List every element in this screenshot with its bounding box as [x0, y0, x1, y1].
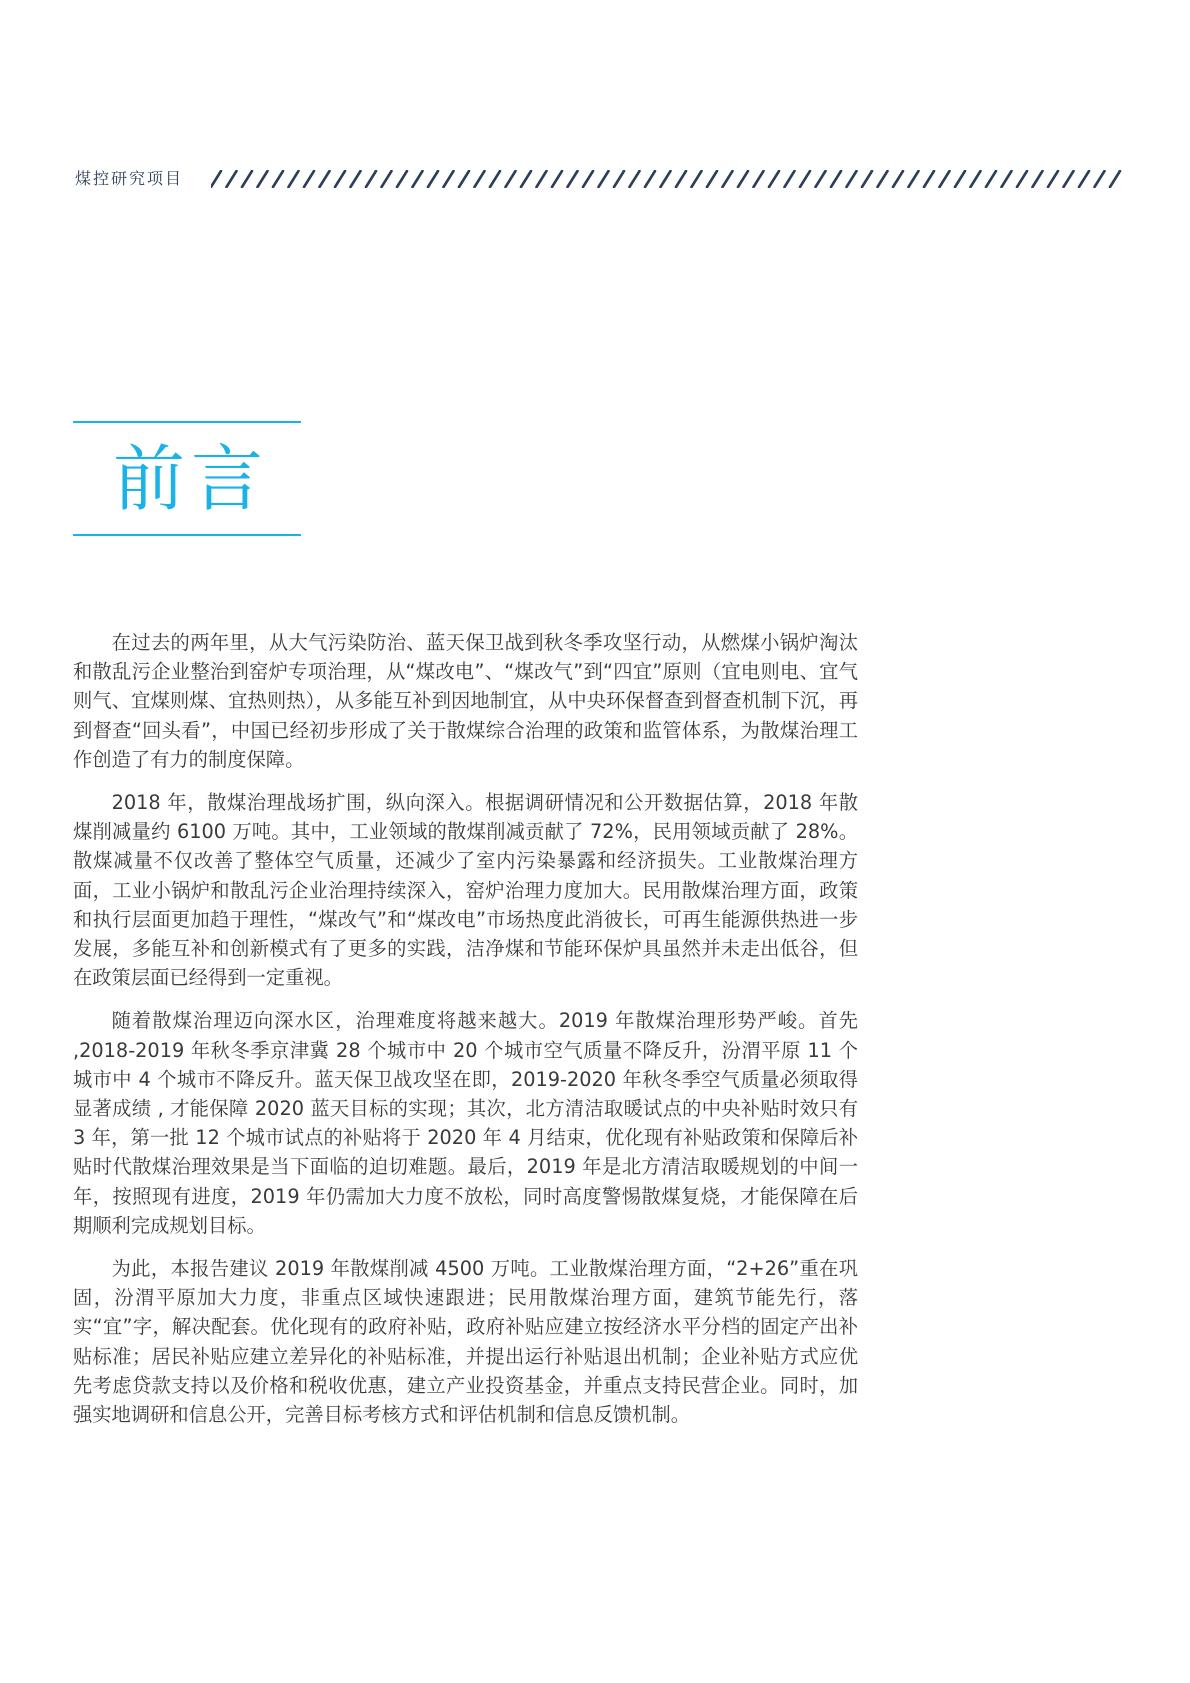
header-stripe — [924, 171, 934, 187]
header-stripe — [909, 171, 919, 187]
header-stripe — [1095, 171, 1105, 187]
header-stripe — [831, 171, 841, 187]
header-stripe — [785, 171, 795, 187]
header-stripe — [940, 171, 950, 187]
header-stripe — [366, 171, 376, 187]
header-stripe — [862, 171, 872, 187]
header-stripe — [397, 171, 407, 187]
header-stripe — [351, 171, 361, 187]
body-text — [73, 628, 858, 1443]
title-rule-top — [73, 421, 301, 423]
header-label: 煤控研究项目 — [75, 169, 184, 188]
header-stripe — [242, 171, 252, 187]
header-stripe — [1033, 171, 1043, 187]
header-stripe — [955, 171, 965, 187]
header-stripe — [1079, 171, 1089, 187]
header-stripe — [754, 171, 764, 187]
header-stripe — [289, 171, 299, 187]
header-stripe — [800, 171, 810, 187]
paragraph-4: 为此，本报告建议 2019 年散煤削减 4500 万吨。工业散煤治理方面，“2+26”重在巩固，汾渭平原加大力度，非重点区域快速跟进；民用散煤治理方面，建筑节能先行，落实“宜”字，解决配套。优化现有的政府补贴，政府补贴应建立按经济水平分档的固定产出补贴标准；居民补贴应建立差异化的补贴标准，并提出运行补贴退出机制；企业补贴方式应优先考虑贷款支持以及价格和税收优惠，建立产业投资基金，并重点支持民营企业。同时，加强实地调研和信息公开，完善目标考核方式和评估机制和信息反馈机制。 — [73, 1257, 858, 1427]
header-stripe — [320, 171, 330, 187]
header-stripe — [816, 171, 826, 187]
header-stripe — [661, 171, 671, 187]
paragraph-2: 2018 年，散煤治理战场扩围，纵向深入。根据调研情况和公开数据估算，2018 年散煤削减量约 6100 万吨。其中，工业领域的散煤削减贡献了 72%，民用领域贡献了 28%。散煤减量不仅改善了整体空气质量，还减少了室内污染暴露和经济损失。工业散煤治理方面，工业小锅炉和散乱污企业治理持续深入，窑炉治理力度加大。民用散煤治理方面，政策和执行层面更加趋于理性，“煤改气”和“煤改电”市场热度此消彼长，可再生能源供热进一步发展，多能互补和创新模式有了更多的实践，洁净煤和节能环保炉具虽然并未走出低谷，但在政策层面已经得到一定重视。 — [73, 791, 858, 990]
header-stripe — [971, 171, 981, 187]
header-stripe — [413, 171, 423, 187]
header-stripe-decoration — [211, 170, 1125, 188]
header-stripe — [583, 171, 593, 187]
header-stripe — [738, 171, 748, 187]
section-title-block — [73, 421, 301, 536]
header-stripe — [707, 171, 717, 187]
header-stripe — [1048, 171, 1058, 187]
header-stripe — [428, 171, 438, 187]
header-stripe — [1017, 171, 1027, 187]
header-stripe — [599, 171, 609, 187]
header-stripe — [568, 171, 578, 187]
header-stripe — [1110, 171, 1120, 187]
paragraph-1: 在过去的两年里，从大气污染防治、蓝天保卫战到秋冬季攻坚行动，从燃煤小锅炉淘汰和散乱污企业整治到窑炉专项治理，从“煤改电”、“煤改气”到“四宜”原则（宜电则电、宜气则气、宜煤则煤、宜热则热），从多能互补到因地制宜，从中央环保督查到督查机制下沉，再到督查“回头看”，中国已经初步形成了关于散煤综合治理的政策和监管体系，为散煤治理工作创造了有力的制度保障。 — [73, 631, 858, 771]
running-header — [75, 166, 1125, 192]
header-stripe — [692, 171, 702, 187]
header-stripe — [676, 171, 686, 187]
header-stripe — [506, 171, 516, 187]
header-stripe — [630, 171, 640, 187]
header-stripe — [304, 171, 314, 187]
header-stripe — [1002, 171, 1012, 187]
header-stripe — [769, 171, 779, 187]
header-stripe — [258, 171, 268, 187]
header-stripe — [490, 171, 500, 187]
header-stripe — [227, 171, 237, 187]
title-rule-bottom — [73, 534, 301, 536]
header-stripe — [723, 171, 733, 187]
header-stripe — [986, 171, 996, 187]
header-stripe — [1064, 171, 1074, 187]
header-stripe — [335, 171, 345, 187]
header-stripe — [893, 171, 903, 187]
header-stripe — [211, 171, 221, 187]
header-stripe — [521, 171, 531, 187]
header-stripe — [847, 171, 857, 187]
header-stripe — [273, 171, 283, 187]
paragraph-3: 随着散煤治理迈向深水区，治理难度将越来越大。2019 年散煤治理形势严峻。首先 ,2018-2019 年秋冬季京津冀 28 个城市中 20 个城市空气质量不降反升，汾渭平原 11 个城市中 4 个城市不降反升。蓝天保卫战攻坚在即，2019-2020 年秋冬季空气质量必须取得显著成绩 , 才能保障 2020 蓝天目标的实现；其次，北方清洁取暖试点的中央补贴时效只有 3 年，第一批 12 个城市试点的补贴将于 2020 年 4 月结束，优化现有补贴政策和保障后补贴时代散煤治理效果是当下面临的迫切难题。最后，2019 年是北方清洁取暖规划的中间一年，按照现有进度，2019 年仍需加大力度不放松，同时高度警惕散煤复烧，才能保障在后期顺利完成规划目标。 — [73, 1009, 858, 1237]
header-stripe — [382, 171, 392, 187]
header-stripe — [614, 171, 624, 187]
header-stripe — [444, 171, 454, 187]
header-stripe — [645, 171, 655, 187]
header-stripe — [552, 171, 562, 187]
header-stripe — [475, 171, 485, 187]
section-title: 前言 — [113, 437, 270, 521]
header-stripe — [878, 171, 888, 187]
header-stripe — [459, 171, 469, 187]
header-stripe — [537, 171, 547, 187]
